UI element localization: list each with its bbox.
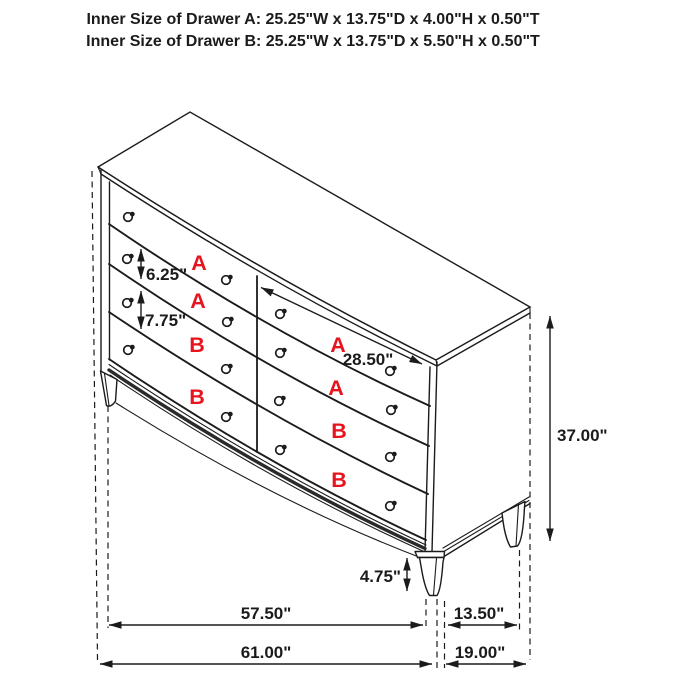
knob-icon xyxy=(276,348,287,358)
knob-icon xyxy=(124,345,135,355)
title-line-1: Inner Size of Drawer A: 25.25"W x 13.75"D x 4.00"H x 0.50"T xyxy=(86,11,540,28)
dim-overall-height-label: 37.00" xyxy=(557,426,608,445)
front-right-leg xyxy=(418,558,445,596)
knob-icon xyxy=(222,412,233,422)
dim-side-depth-label: 13.50" xyxy=(453,604,505,623)
knob-icon xyxy=(124,212,135,222)
drawer-label-right-2: A xyxy=(328,376,344,400)
drawer-label-left-4: B xyxy=(189,385,205,409)
knob-icon xyxy=(276,309,287,319)
dim-overall-width-label: 61.00" xyxy=(240,643,292,662)
knob-icon xyxy=(222,275,233,285)
dim-side-depth xyxy=(448,604,517,625)
dim-leg-height xyxy=(360,558,407,591)
dim-front-width xyxy=(109,604,423,625)
dim-drawer-width-label: 28.50" xyxy=(342,350,394,369)
right-stile-outer xyxy=(432,362,437,552)
knob-icon xyxy=(386,452,397,462)
top-front-edge xyxy=(98,167,436,360)
drawer-letter-labels xyxy=(189,251,347,492)
drawer-label-right-4: B xyxy=(331,468,347,492)
dim-overall-depth-label: 19.00" xyxy=(454,643,506,662)
knob-icon xyxy=(123,298,134,308)
top-right-molding xyxy=(437,313,530,366)
dim-front-width-label: 57.50" xyxy=(240,604,292,623)
drawer-label-left-1: A xyxy=(191,251,207,275)
dim-drawer-a-height xyxy=(141,249,187,284)
knob-icon xyxy=(386,501,397,511)
knob-icon xyxy=(123,254,134,264)
rear-right-leg xyxy=(502,502,525,548)
projection-lines xyxy=(92,171,530,668)
knob-icon xyxy=(275,396,286,406)
knob-icon xyxy=(276,445,287,455)
front-right-leg-cap xyxy=(415,552,445,558)
dim-drawer-b-height-label: 7.75" xyxy=(145,311,187,330)
dim-leg-height-label: 4.75" xyxy=(359,567,401,586)
dim-drawer-b-height xyxy=(141,291,186,330)
drawer-label-left-3: B xyxy=(189,333,205,357)
dim-overall-width xyxy=(100,643,432,664)
dim-overall-depth xyxy=(446,643,526,664)
title-line-2: Inner Size of Drawer B: 25.25"W x 13.75"D x 5.50"H x 0.50"T xyxy=(86,33,540,50)
drawer-label-left-2: A xyxy=(190,289,206,313)
knob-icon xyxy=(222,364,233,374)
drawer-label-right-3: B xyxy=(331,419,347,443)
drawer-bottom-curve xyxy=(109,359,426,540)
dim-drawer-a-height-label: 6.25" xyxy=(146,265,188,284)
back-left-hidden-edge xyxy=(92,171,98,660)
knob-icon xyxy=(223,317,234,327)
bottom-underside-edge xyxy=(116,403,424,559)
title-block xyxy=(86,11,540,50)
knob-icon xyxy=(387,405,398,415)
dim-overall-height xyxy=(550,316,608,541)
drawer-label-right-1: A xyxy=(330,333,346,357)
right-stile-inner xyxy=(425,367,430,551)
